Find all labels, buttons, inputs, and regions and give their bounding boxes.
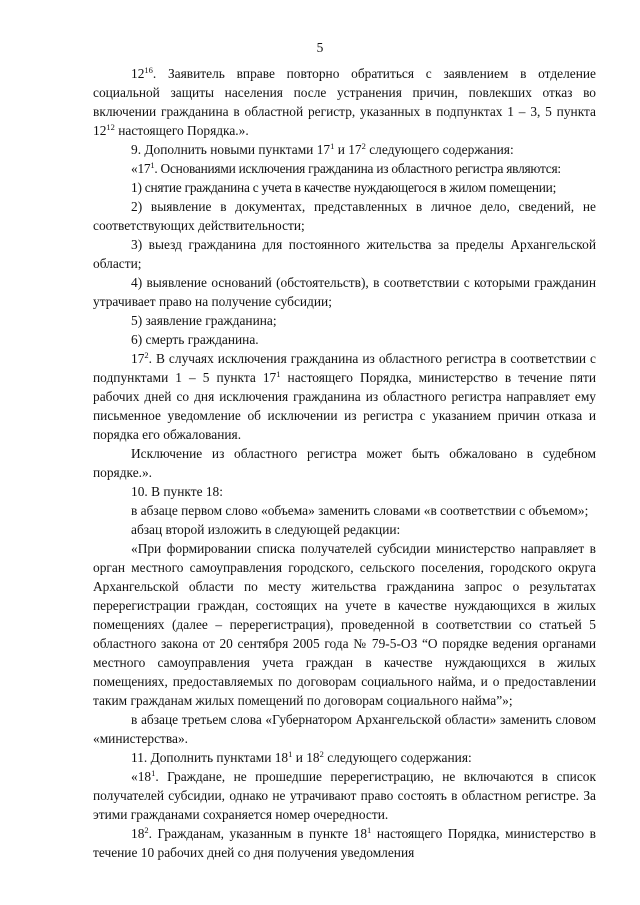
paragraph-p10d — [93, 710, 596, 748]
text-run: 18 — [131, 826, 145, 841]
text-run: 5) заявление гражданина; — [131, 313, 277, 328]
superscript: 2 — [144, 825, 149, 835]
superscript: 1 — [288, 749, 293, 759]
text-run: 9. Дополнить новыми пунктами 17 — [131, 142, 331, 157]
text-run: и 17 — [334, 142, 362, 157]
paragraph-p12-16 — [93, 64, 596, 140]
superscript: 1 — [150, 160, 155, 170]
text-run: 17 — [131, 351, 145, 366]
paragraph-p11 — [93, 748, 596, 767]
paragraph-p17-2b — [93, 444, 596, 482]
text-run: 12 — [131, 66, 145, 81]
paragraph-p9 — [93, 140, 596, 159]
text-run: 6) смерть гражданина. — [131, 332, 259, 347]
text-run: Исключение из областного регистра может быть обжаловано в судебном порядке.». — [93, 446, 596, 480]
superscript: 1 — [276, 369, 281, 379]
text-run: «18 — [131, 769, 152, 784]
paragraph-p17-1-2 — [93, 197, 596, 235]
text-run: 10. В пункте 18: — [131, 484, 223, 499]
superscript: 2 — [361, 141, 366, 151]
paragraph-p17-1-6 — [93, 330, 596, 349]
superscript: 1 — [330, 141, 335, 151]
paragraph-p10c — [93, 539, 596, 710]
text-run: в абзаце третьем слова «Губернатором Архангельской области» заменить словом «министерства». — [93, 712, 596, 746]
text-run: . Основаниями исключения гражданина из областного регистра являются: — [154, 161, 561, 176]
text-run: 11. Дополнить пунктами 18 — [131, 750, 289, 765]
text-run: и 18 — [292, 750, 320, 765]
paragraph-p17-1 — [93, 159, 596, 178]
superscript: 12 — [106, 122, 115, 132]
text-run: в абзаце первом слово «объема» заменить словами «в соответствии с объемом»; — [131, 503, 589, 518]
text-run: абзац второй изложить в следующей редакции: — [131, 522, 401, 537]
paragraph-p18-2 — [93, 824, 596, 862]
superscript: 16 — [144, 65, 153, 75]
paragraph-p10 — [93, 482, 596, 501]
text-run: «При формировании списка получателей субсидии министерство направляет в орган местного самоуправления городского, сельского поселения, городского округа Архангельской области по месту жительства гражданина запрос о результатах перерегистрации граждан, состоящих на учете в качестве нуждающихся в жилых помещениях (далее – перерегистрация), проведенной в соответствии со статьей 5 областного закона от 20 сентября 2005 года № 79-5-ОЗ “О порядке ведения органами местного самоуправления учета граждан в качестве нуждающихся в жилых помещениях, предоставляемых по договорам социального найма, и о предоставлении таким гражданам жилых помещений по договорам социального найма”»; — [93, 541, 596, 708]
text-run: настоящего Порядка, министерство в течение 10 рабочих дней со дня получения уведомления — [93, 826, 596, 860]
text-run: . Граждане, не прошедшие перерегистрацию, не включаются в список получателей субсидии, однако не утрачивают право состоять в областном регистре. За этими гражданами сохраняется номер очередности. — [93, 769, 596, 822]
document-body — [93, 64, 596, 862]
paragraph-p17-1-4 — [93, 273, 596, 311]
text-run: . Заявитель вправе повторно обратиться с заявлением в отделение социальной защиты населения после устранения причин, повлекших отказ во включении гражданина в областной регистр, указанных в подпунктах 1 – 3, 5 пункта 12 — [93, 66, 596, 138]
text-run: . В случаях исключения гражданина из областного регистра в соответствии с подпунктами 1 – 5 пункта 17 — [93, 351, 596, 385]
page-number: 5 — [316, 40, 324, 55]
paragraph-p17-1-1 — [93, 178, 596, 197]
text-run: следующего содержания: — [365, 142, 514, 157]
text-run: 2) выявление в документах, представленных в личное дело, сведений, не соответствующих действительности; — [93, 199, 596, 233]
superscript: 2 — [319, 749, 324, 759]
paragraph-p17-2 — [93, 349, 596, 444]
paragraph-p17-1-3 — [93, 235, 596, 273]
text-run: . Гражданам, указанным в пункте 18 — [148, 826, 368, 841]
text-run: настоящего Порядка, министерство в течение пяти рабочих дней со дня исключения гражданина из областного регистра направляет ему письменное уведомление об исключении из регистра с указанием причин отказа и порядка его обжалования. — [93, 370, 596, 442]
superscript: 2 — [144, 350, 149, 360]
paragraph-p17-1-5 — [93, 311, 596, 330]
text-run: следующего содержания: — [323, 750, 472, 765]
text-run: «17 — [131, 161, 151, 176]
paragraph-p10b — [93, 520, 596, 539]
superscript: 1 — [151, 768, 156, 778]
paragraph-p10a — [93, 501, 596, 520]
text-run: 4) выявление оснований (обстоятельств), в соответствии с которыми гражданин утрачивает право на получение субсидии; — [93, 275, 596, 309]
text-run: 3) выезд гражданина для постоянного жительства за пределы Архангельской области; — [93, 237, 596, 271]
text-run: 1) снятие гражданина с учета в качестве нуждающегося в жилом помещении; — [131, 180, 557, 195]
paragraph-p18-1 — [93, 767, 596, 824]
superscript: 1 — [367, 825, 372, 835]
text-run: настоящего Порядка.». — [114, 123, 249, 138]
